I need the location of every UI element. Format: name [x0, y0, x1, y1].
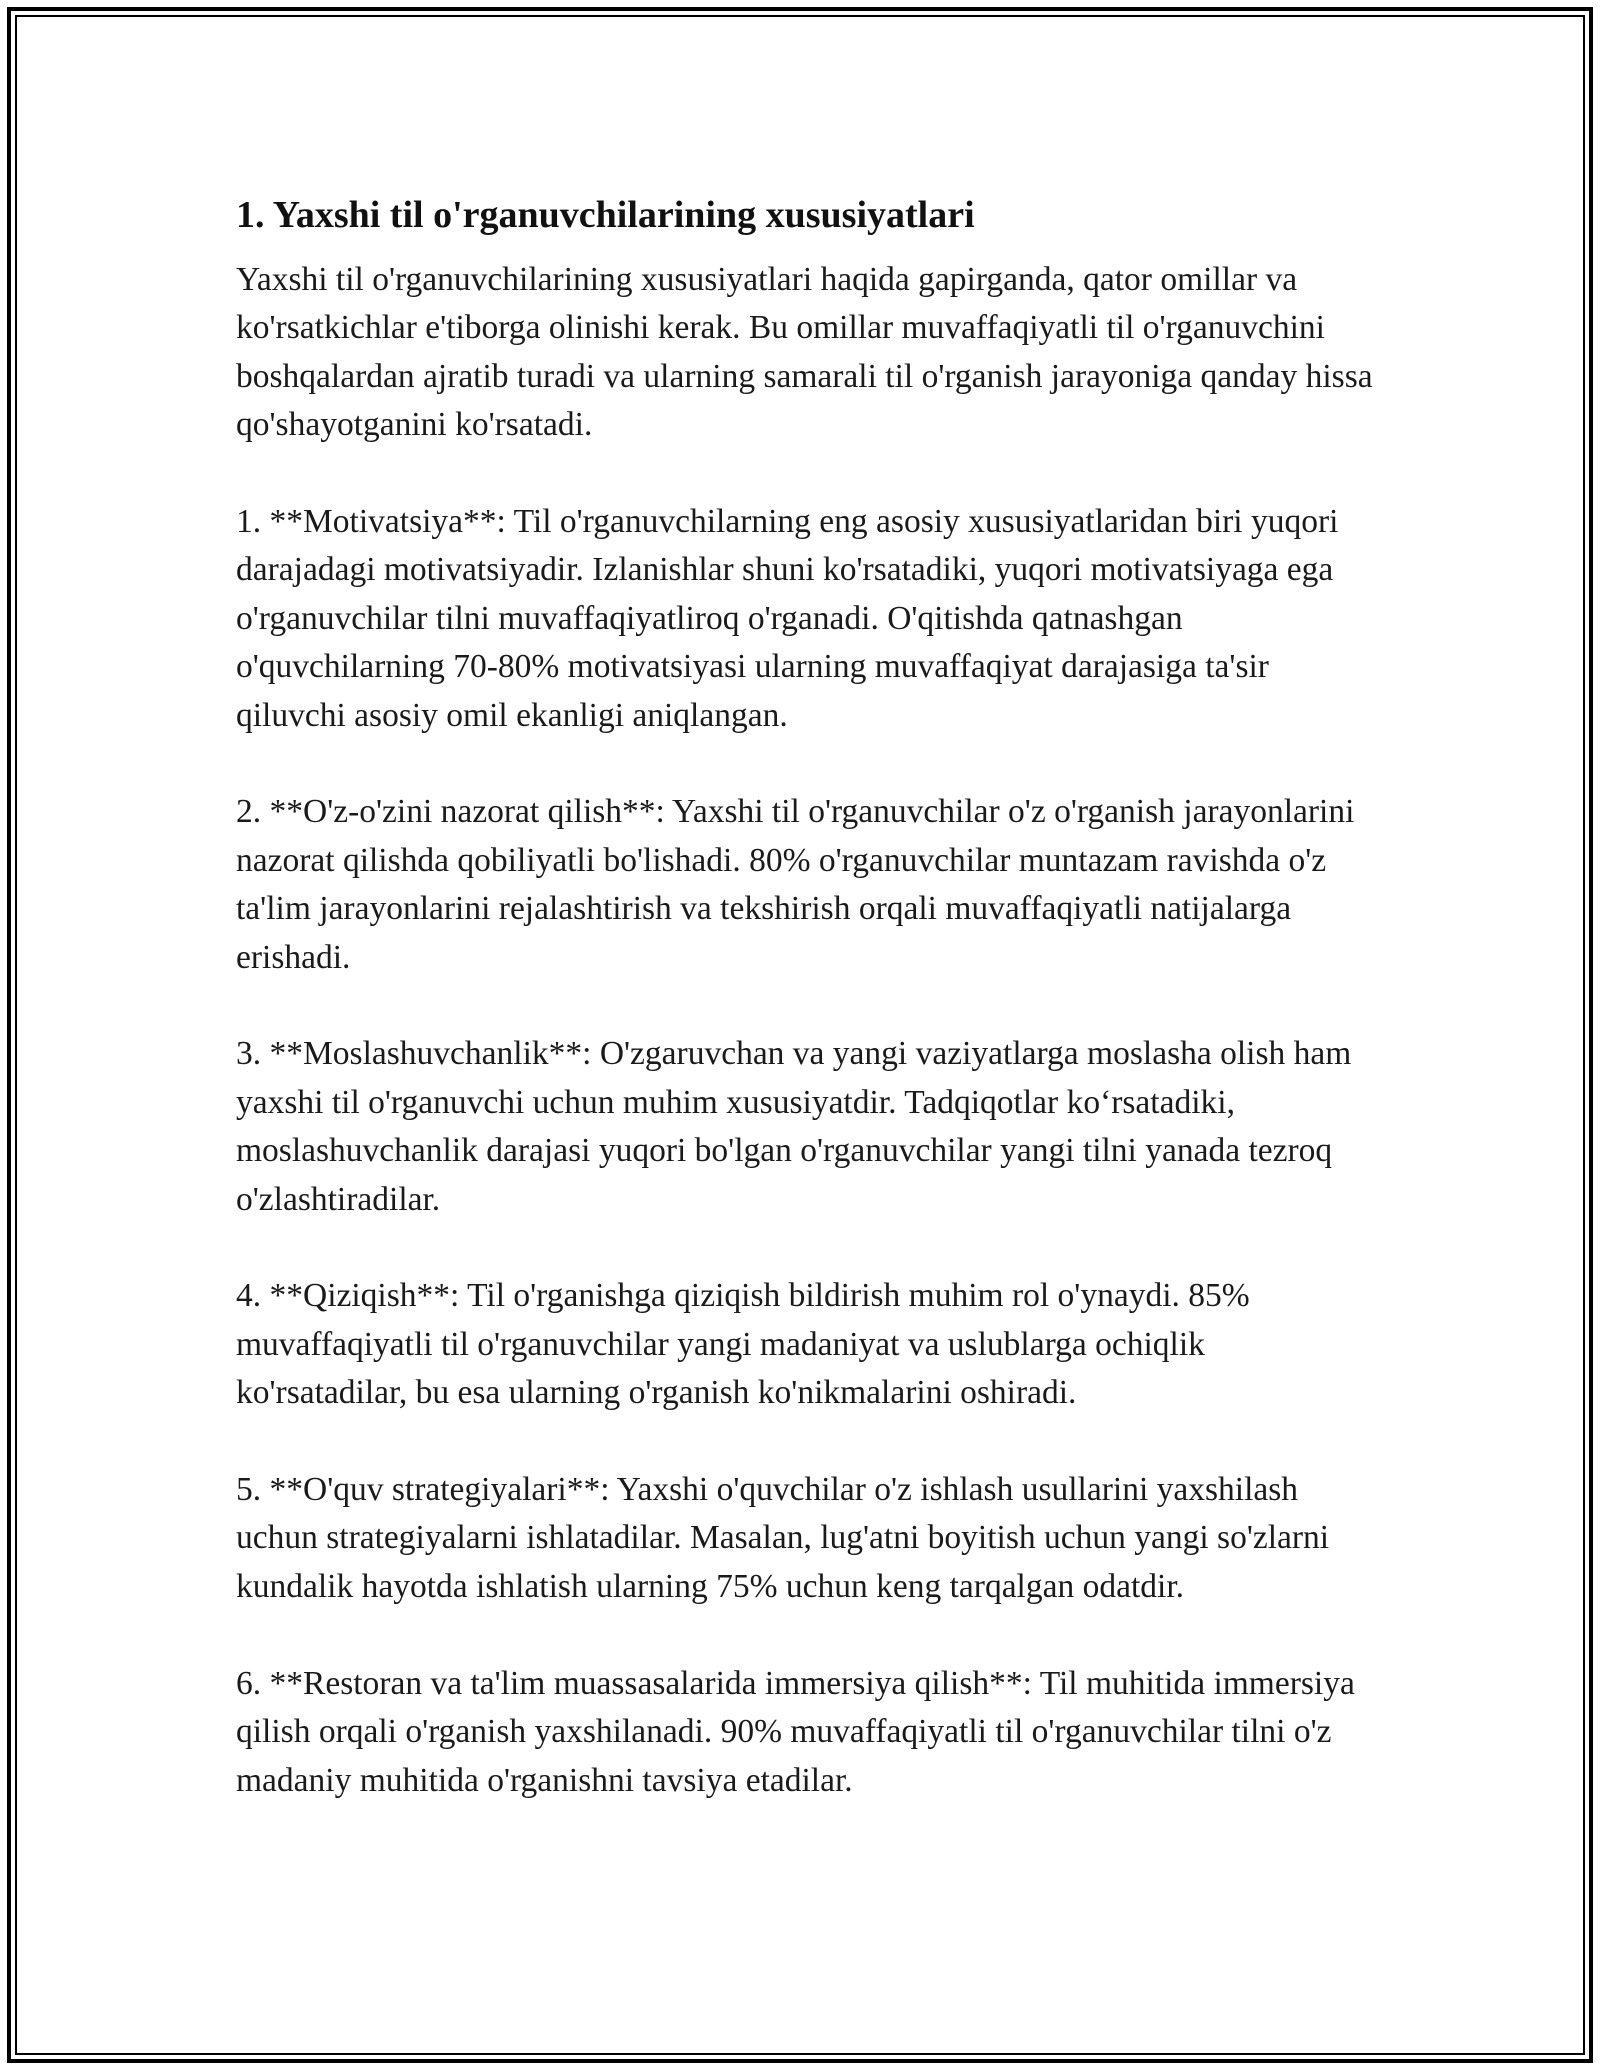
paragraph-moslashuvchanlik: 3. **Moslashuvchanlik**: O'zgaruvchan va yangi vaziyatlarga moslasha olish ham yaxshi til o'rganuvchi uchun muhim xususiyatdir. Tadqiqotlar ko‘rsatadiki, moslashuvchanlik darajasi yuqori bo'lgan o'rganuvchilar yangi tilni yanada tezroq o'zlashtiradilar.	[236, 1035, 1352, 1218]
paragraph-oquv-strategiyalari: 5. **O'quv strategiyalari**: Yaxshi o'quvchilar o'z ishlash usullarini yaxshilash uchun strategiyalarni ishlatadilar. Masalan, lug'atni boyitish uchun yangi so'zlarni kundalik hayotda ishlatish ularning 75% uchun keng tarqalgan odatdir.	[236, 1471, 1330, 1605]
document-title: 1. Yaxshi til o'rganuvchilarining xususiyatlari	[236, 194, 975, 236]
paragraph-immersiya: 6. **Restoran va ta'lim muassasalarida immersiya qilish**: Til muhitida immersiya qilish orqali o'rganish yaxshilanadi. 90% muvaffaqiyatli til o'rganuvchilar tilni o'z madaniy muhitida o'rganishni tavsiya etadilar.	[236, 1664, 1355, 1799]
document-body	[236, 188, 1376, 1853]
paragraph-motivatsiya: 1. **Motivatsiya**: Til o'rganuvchilarning eng asosiy xususiyatlaridan biri yuqori darajadagi motivatsiyadir. Izlanishlar shuni ko'rsatadiki, yuqori motivatsiyaga ega o'rganuvchilar tilni muvaffaqiyatliroq o'rganadi. O'qitishda qatnashgan o'quvchilarning 70-80% motivatsiyasi ularning muvaffaqiyat darajasiga ta'sir qiluvchi asosiy omil ekanligi aniqlangan.	[236, 503, 1339, 734]
paragraph-qiziqish: 4. **Qiziqish**: Til o'rganishga qiziqish bildirish muhim rol o'ynaydi. 85% muvaffaqiyatli til o'rganuvchilar yangi madaniyat va uslublarga ochiqlik ko'rsatadilar, bu esa ularning o'rganish ko'nikmalarini oshiradi.	[236, 1277, 1250, 1412]
intro-paragraph: Yaxshi til o'rganuvchilarining xususiyatlari haqida gapirganda, qator omillar va ko'rsatkichlar e'tiborga olinishi kerak. Bu omillar muvaffaqiyatli til o'rganuvchini boshqalardan ajratib turadi va ularning samarali til o'rganish jarayoniga qanday hissa qo'shayotganini ko'rsatadi.	[236, 261, 1373, 444]
paragraph-oz-ozini-nazorat: 2. **O'z-o'zini nazorat qilish**: Yaxshi til o'rganuvchilar o'z o'rganish jarayonlarini nazorat qilishda qobiliyatli bo'lishadi. 80% o'rganuvchilar muntazam ravishda o'z ta'lim jarayonlarini rejalashtirish va tekshirish orqali muvaffaqiyatli natijalarga erishadi.	[236, 793, 1355, 976]
